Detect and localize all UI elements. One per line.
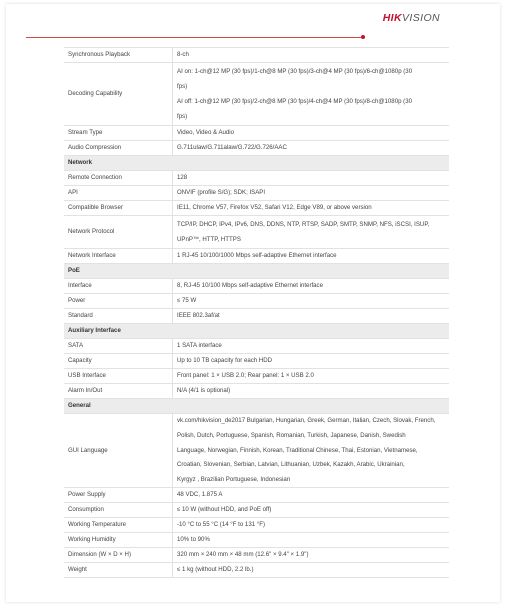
section-title: Auxiliary Interface: [64, 324, 449, 339]
spec-value: 48 VDC, 1.875 A: [173, 487, 450, 502]
section-header-auxiliary: [64, 324, 449, 339]
spec-row-network-interface: [64, 249, 449, 264]
spec-value: [173, 63, 450, 126]
spec-value-line: AI off: 1-ch@12 MP (30 fps)/2-ch@8 MP (30 fps)/4-ch@4 MP (30 fps)/8-ch@1080p (30: [177, 97, 412, 105]
spec-label: Decoding Capability: [64, 63, 173, 126]
spec-value: Video, Video & Audio: [173, 126, 450, 141]
spec-row-stream-type: [64, 126, 449, 141]
spec-value-line: Croatian, Slovenian, Serbian, Latvian, Lithuanian, Uzbek, Kazakh, Arabic, Ukrainian,: [177, 461, 405, 469]
spec-value: ≤ 1 kg (without HDD, 2.2 lb.): [173, 562, 450, 577]
spec-value-line: TCP/IP, DHCP, IPv4, IPv6, DNS, DDNS, NTP, RTSP, SADP, SMTP, SNMP, NFS, iSCSI, ISUP,: [177, 220, 430, 228]
spec-value: ONVIF (profile S/G); SDK; ISAPI: [173, 186, 450, 201]
spec-row-power-supply: [64, 487, 449, 502]
spec-value-line: Language, Norwegian, Finnish, Korean, Traditional Chinese, Thai, Estonian, Vietnamese,: [177, 446, 418, 454]
spec-value-line: AI on: 1-ch@12 MP (30 fps)/1-ch@8 MP (30 fps)/3-ch@4 MP (30 fps)/6-ch@1080p (30: [177, 67, 413, 75]
spec-table: [64, 47, 449, 578]
spec-label: Audio Compression: [64, 141, 173, 156]
spec-value: 320 mm × 240 mm × 48 mm (12.6" × 9.4" × 1.9"): [173, 547, 450, 562]
spec-label: Stream Type: [64, 126, 173, 141]
spec-label: Network Protocol: [64, 216, 173, 249]
section-title: General: [64, 399, 449, 414]
spec-value: 1 RJ-45 10/100/1000 Mbps self-adaptive Ethernet interface: [173, 249, 450, 264]
spec-row-decoding: [64, 63, 449, 126]
spec-label: GUI Language: [64, 414, 173, 488]
spec-label: Weight: [64, 562, 173, 577]
spec-label: Compatible Browser: [64, 201, 173, 216]
section-title: PoE: [64, 264, 449, 279]
header-divider: [26, 37, 361, 38]
spec-label: Network Interface: [64, 249, 173, 264]
spec-row-audio-compression: [64, 141, 449, 156]
hikvision-logo: HIKVISION: [382, 12, 440, 24]
spec-row-poe-interface: [64, 279, 449, 294]
spec-value: IEEE 802.3af/at: [173, 309, 450, 324]
spec-row-sync-playback: [64, 48, 449, 63]
spec-value: 1 SATA interface: [173, 339, 450, 354]
spec-label: Alarm In/Out: [64, 384, 173, 399]
spec-label: Dimension (W × D × H): [64, 547, 173, 562]
spec-value: N/A (4/1 is optional): [173, 384, 450, 399]
spec-row-poe-power: [64, 294, 449, 309]
spec-value: 10% to 90%: [173, 532, 450, 547]
spec-row-working-temperature: [64, 517, 449, 532]
spec-label: Consumption: [64, 502, 173, 517]
header-divider-dot: [361, 35, 365, 39]
spec-value: 8, RJ-45 10/100 Mbps self-adaptive Ethernet interface: [173, 279, 450, 294]
spec-row-gui-language: [64, 414, 449, 488]
spec-row-api: [64, 186, 449, 201]
spec-value-line: vk.com/hikvision_de2017 Bulgarian, Hungarian, Greek, German, Italian, Czech, Slovak, French,: [177, 417, 436, 425]
spec-value: Front panel: 1 × USB 2.0; Rear panel: 1 × USB 2.0: [173, 369, 450, 384]
spec-value-line: Polish, Dutch, Portuguese, Spanish, Romanian, Turkish, Japanese, Danish, Swedish: [177, 432, 406, 440]
spec-label: Synchronous Playback: [64, 48, 173, 63]
spec-row-alarm: [64, 384, 449, 399]
spec-label: SATA: [64, 339, 173, 354]
spec-value-line: UPnP™, HTTP, HTTPS: [177, 235, 241, 243]
spec-label: Power: [64, 294, 173, 309]
spec-label: Working Humidity: [64, 532, 173, 547]
spec-row-capacity: [64, 354, 449, 369]
spec-label: Standard: [64, 309, 173, 324]
spec-value: -10 °C to 55 °C (14 °F to 131 °F): [173, 517, 450, 532]
spec-label: API: [64, 186, 173, 201]
spec-row-usb: [64, 369, 449, 384]
section-header-general: [64, 399, 449, 414]
spec-value: IE11, Chrome V57, Firefox V52, Safari V12, Edge V89, or above version: [173, 201, 450, 216]
spec-value: Up to 10 TB capacity for each HDD: [173, 354, 450, 369]
spec-value-line: fps): [177, 82, 188, 90]
spec-row-weight: [64, 562, 449, 577]
spec-row-working-humidity: [64, 532, 449, 547]
spec-label: Capacity: [64, 354, 173, 369]
spec-row-dimension: [64, 547, 449, 562]
section-title: Network: [64, 156, 449, 171]
spec-row-sata: [64, 339, 449, 354]
spec-row-browser: [64, 201, 449, 216]
spec-row-consumption: [64, 502, 449, 517]
spec-value: ≤ 10 W (without HDD, and PoE off): [173, 502, 450, 517]
spec-value-line: Kyrgyz , Brazilian Portuguese, Indonesian: [177, 475, 291, 483]
spec-label: Interface: [64, 279, 173, 294]
spec-row-poe-standard: [64, 309, 449, 324]
spec-value: G.711ulaw/G.711alaw/G.722/G.726/AAC: [173, 141, 450, 156]
spec-row-network-protocol: [64, 216, 449, 249]
spec-value: ≤ 75 W: [173, 294, 450, 309]
spec-value: [173, 216, 450, 249]
spec-value-line: fps): [177, 112, 188, 120]
spec-value: 128: [173, 171, 450, 186]
section-header-poe: [64, 264, 449, 279]
spec-label: Working Temperature: [64, 517, 173, 532]
spec-label: USB Interface: [64, 369, 173, 384]
spec-value: [173, 414, 450, 488]
spec-row-remote-connection: [64, 171, 449, 186]
spec-value: 8-ch: [173, 48, 450, 63]
spec-label: Remote Connection: [64, 171, 173, 186]
spec-label: Power Supply: [64, 487, 173, 502]
section-header-network: [64, 156, 449, 171]
